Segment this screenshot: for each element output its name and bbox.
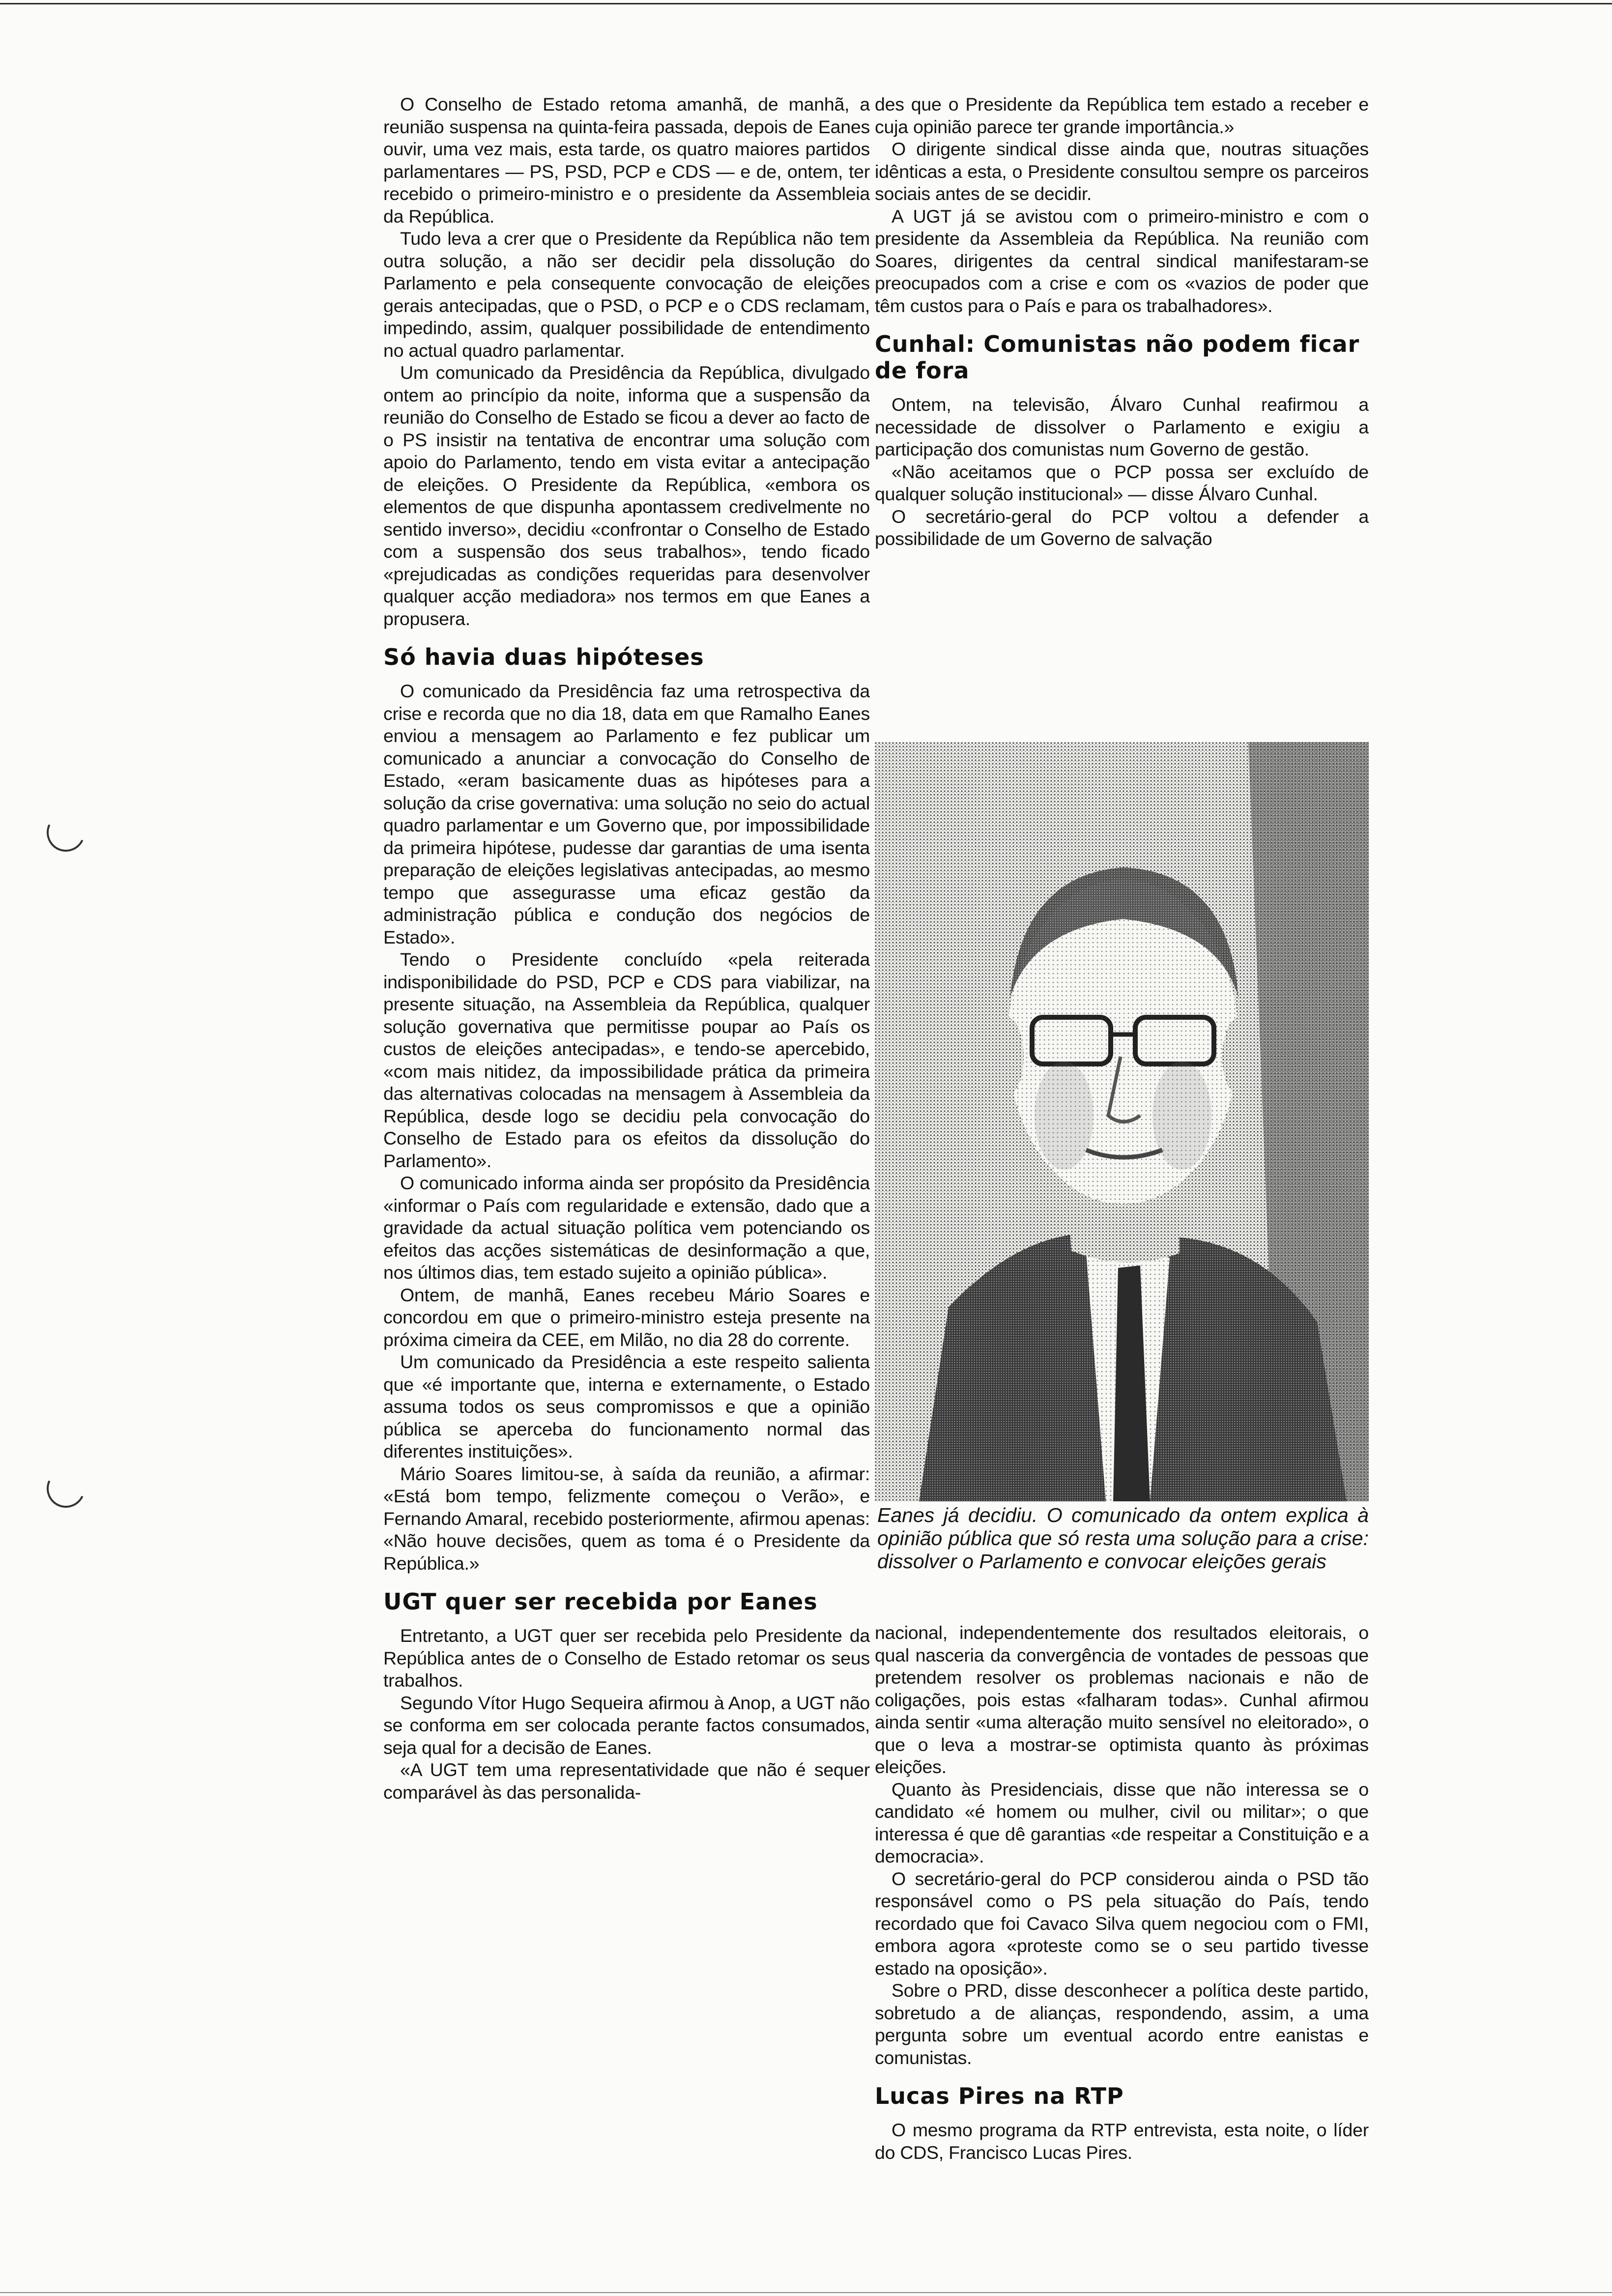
paragraph: O secretário-geral do PCP voltou a defender a possibilidade de um Governo de salvação bbox=[875, 506, 1369, 549]
section-heading: Cunhal: Comunistas não podem ficar de fora bbox=[875, 331, 1360, 384]
section-heading: Só havia duas hipóteses bbox=[383, 644, 704, 670]
paragraph: O comunicado informa ainda ser propósito da Presidência «informar o País com regularidade e extensão, dado que a gravidade da actual situação política vem potenciando os efeitos das acções sistemáticas de desinformação a que, nos últimos dias, tem estado sujeito a opinião pública». bbox=[383, 1173, 870, 1283]
binding-hole-mark bbox=[41, 1464, 90, 1513]
article-column-right-top bbox=[875, 93, 1369, 732]
paragraph: Um comunicado da Presidência da República, divulgado ontem ao princípio da noite, informa que a suspensão da reunião do Conselho de Estado se ficou a dever ao facto de o PS insistir na tentativa de encontrar uma solução com apoio do Parlamento, tendo em vista evitar a antecipação de eleições. O Presidente da República, «embora os elementos de que dispunha apontassem credivelmente no sentido inverso», decidiu «confrontar o Conselho de Estado com a suspensão dos seus trabalhos», tendo ficado «prejudicadas as condições requeridas para desenvolver qualquer acção mediadora» nos termos em que Eanes a propusera. bbox=[383, 362, 870, 629]
paragraph: nacional, independentemente dos resultados eleitorais, o qual nasceria da convergência de vontades de pessoas que pretendem resolver os problemas nacionais e não de coligações, pois estas «falharam todas». Cunhal afirmou ainda sentir «uma alteração muito sensível no eleitorado», o que o leva a mostrar-se optimista quanto às próximas eleições. bbox=[875, 1622, 1369, 1777]
paragraph: O comunicado da Presidência faz uma retrospectiva da crise e recorda que no dia 18, data em que Ramalho Eanes enviou a mensagem ao Parlamento e fez publicar um comunicado a anunciar a convocação do Conselho de Estado, «eram basicamente duas as hipóteses para a solução da crise governativa: uma solução no seio do actual quadro parlamentar e um Governo que, por impossibilidade da primeira hipótese, pudesse dar garantias de uma isenta preparação de eleições legislativas antecipadas, ao mesmo tempo que assegurasse uma eficaz gestão da administração pública e condução dos negócios de Estado». bbox=[383, 681, 870, 947]
article-column-right-bottom bbox=[875, 1622, 1369, 2290]
photo-eanes bbox=[875, 742, 1369, 1501]
paragraph: Segundo Vítor Hugo Sequeira afirmou à Anop, a UGT não se conforma em ser colocada perante factos consumados, seja qual for a decisão de Eanes. bbox=[383, 1692, 870, 1758]
top-rule bbox=[0, 3, 1612, 4]
paragraph: Ontem, de manhã, Eanes recebeu Mário Soares e concordou em que o primeiro-ministro esteja presente na próxima cimeira da CEE, em Milão, no dia 28 do corrente. bbox=[383, 1284, 870, 1350]
paragraph: Tudo leva a crer que o Presidente da República não tem outra solução, a não ser decidir pela dissolução do Parlamento e pela consequente convocação de eleições gerais antecipadas, que o PSD, o PCP e o CDS reclamam, impedindo, assim, qualquer possibilidade de entendimento no actual quadro parlamentar. bbox=[383, 228, 870, 361]
article-column-left bbox=[383, 93, 870, 2285]
photo-caption: Eanes já decidiu. O comunicado da ontem explica à opinião pública que só resta uma solução para a crise: dissolver o Parlamento e convocar eleições gerais bbox=[877, 1504, 1369, 1573]
section-heading: UGT quer ser recebida por Eanes bbox=[383, 1588, 818, 1615]
paragraph: Ontem, na televisão, Álvaro Cunhal reafirmou a necessidade de dissolver o Parlamento e exigiu a participação dos comunistas num Governo de gestão. bbox=[875, 394, 1369, 459]
paragraph: Tendo o Presidente concluído «pela reiterada indisponibilidade do PSD, PCP e CDS para viabilizar, na presente situação, na Assembleia da República, qualquer solução governativa que permitisse poupar ao País os custos de eleições antecipadas», e tendo-se apercebido, «com mais nitidez, da impossibilidade prática da primeira das alternativas colocadas na mensagem à Assembleia da República, desde logo se decidiu pela convocação do Conselho de Estado para os efeitos da dissolução do Parlamento». bbox=[383, 949, 870, 1171]
portrait-image bbox=[875, 742, 1369, 1501]
paragraph: Mário Soares limitou-se, à saída da reunião, a afirmar: «Está bom tempo, felizmente começou o Verão», e Fernando Amaral, recebido posteriormente, afirmou apenas: «Não houve decisões, quem as toma é o Presidente da República.» bbox=[383, 1463, 870, 1574]
paragraph: des que o Presidente da República tem estado a receber e cuja opinião parece ter grande importância.» bbox=[875, 94, 1369, 137]
bottom-rule bbox=[0, 2292, 1612, 2293]
paragraph: Entretanto, a UGT quer ser recebida pelo Presidente da República antes de o Conselho de Estado retomar os seus trabalhos. bbox=[383, 1625, 870, 1691]
binding-hole-mark bbox=[41, 808, 90, 857]
paragraph: A UGT já se avistou com o primeiro-ministro e com o presidente da Assembleia da República. Na reunião com Soares, dirigentes da central sindical manifestaram-se preocupados com a crise e com os «vazios de poder que têm custos para o País e para os trabalhadores». bbox=[875, 205, 1369, 316]
paragraph: «Não aceitamos que o PCP possa ser excluído de qualquer solução institucional» — disse Álvaro Cunhal. bbox=[875, 461, 1369, 504]
paragraph: O secretário-geral do PCP considerou ainda o PSD tão responsável como o PS pela situação do País, tendo recordado que foi Cavaco Silva quem negociou com o FMI, embora agora «proteste como se o seu partido tivesse estado na oposição». bbox=[875, 1868, 1369, 1979]
section-heading: Lucas Pires na RTP bbox=[875, 2083, 1124, 2109]
paragraph: O mesmo programa da RTP entrevista, esta noite, o líder do CDS, Francisco Lucas Pires. bbox=[875, 2120, 1369, 2163]
paragraph: «A UGT tem uma representatividade que não é sequer comparável às das personalida- bbox=[383, 1759, 870, 1803]
paragraph: Um comunicado da Presidência a este respeito salienta que «é importante que, interna e externamente, o Estado assuma todos os seus compromissos e que a opinião pública se aperceba do funcionamento normal das diferentes instituições». bbox=[383, 1351, 870, 1462]
paragraph: O Conselho de Estado retoma amanhã, de manhã, a reunião suspensa na quinta-feira passada, depois de Eanes ouvir, uma vez mais, esta tarde, os quatro maiores partidos parlamentares — PS, PSD, PCP e CDS — e de, ontem, ter recebido o primeiro-ministro e o presidente da Assembleia da República. bbox=[383, 94, 870, 227]
paragraph: O dirigente sindical disse ainda que, noutras situações idênticas a esta, o Presidente consultou sempre os parceiros sociais antes de se decidir. bbox=[875, 139, 1369, 204]
paragraph: Sobre o PRD, disse desconhecer a política deste partido, sobretudo a de alianças, respondendo, assim, a uma pergunta sobre um eventual acordo entre eanistas e comunistas. bbox=[875, 1980, 1369, 2068]
paragraph: Quanto às Presidenciais, disse que não interessa se o candidato «é homem ou mulher, civil ou militar»; o que interessa é que dê garantias «de respeitar a Constituição e a democracia». bbox=[875, 1779, 1369, 1866]
